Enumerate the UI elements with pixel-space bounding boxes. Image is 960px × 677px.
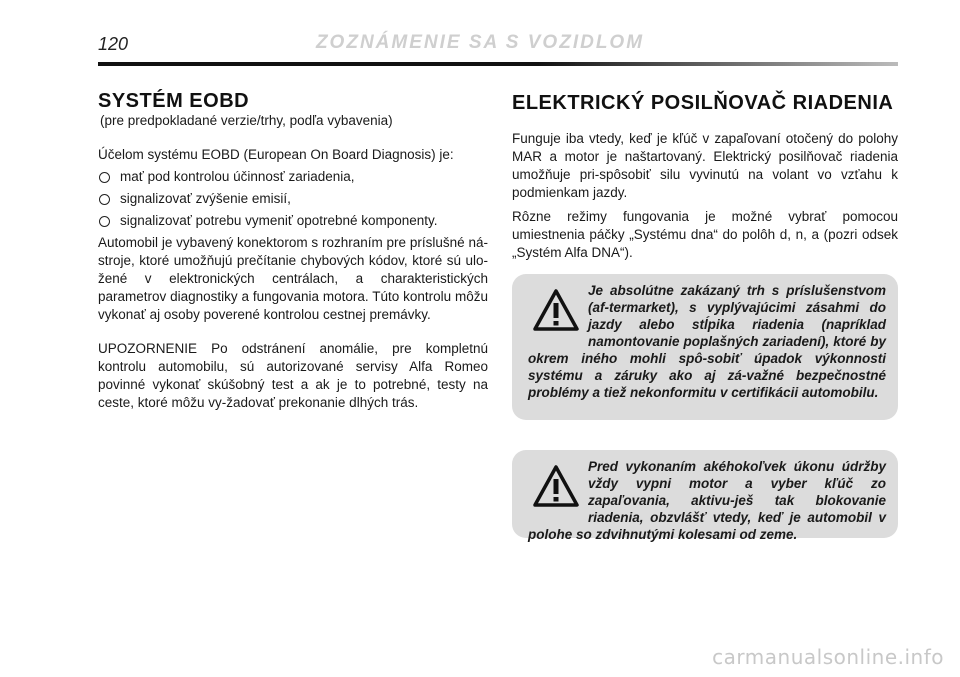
list-item xyxy=(98,212,488,230)
circle-bullet-icon xyxy=(99,172,110,183)
watermark: carmanualsonline.info xyxy=(712,645,944,669)
eobd-intro: Účelom systému EOBD (European On Board Diagnosis) je: xyxy=(98,147,454,162)
eobd-heading: SYSTÉM EOBD xyxy=(98,90,250,112)
warning-box-maintenance xyxy=(512,450,898,542)
warning-triangle-icon xyxy=(532,464,580,508)
page-header xyxy=(0,30,960,60)
warning-box-aftermarket xyxy=(512,274,898,420)
warning-text-aftermarket: Je absolútne zakázaný trh s príslušenstvom (af-termarket), s vyplývajúcimi zásahmi do jazdy alebo stĺpika riadenia (napríklad namontovanie poplašných zariadení), ktoré by okrem iného mohli spô-sobiť úpadok výkonnosti systému a záruky ako aj zá-važné bezpečnostné problémy a tiež nekonformitu v certifikácii automobilu. xyxy=(528,283,886,400)
power-steering-paragraph-2: Rôzne režimy fungovania je možné vybrať pomocou umiestnenia páčky „Systému dna“ do polôh d, n, a (pozri odsek „Systém Alfa DNA“). xyxy=(512,209,898,260)
bullet-text: signalizovať potrebu vymeniť opotrebné komponenty. xyxy=(120,213,438,228)
chapter-title: ZOZNÁMENIE SA S VOZIDLOM xyxy=(315,32,645,53)
eobd-section xyxy=(98,90,488,412)
circle-bullet-icon xyxy=(99,216,110,227)
circle-bullet-icon xyxy=(99,194,110,205)
power-steering-paragraph-1: Funguje iba vtedy, keď je kľúč v zapaľovaní otočený do polohy MAR a motor je naštartovaný. Elektrický posilňovač riadenia umožňuje pri-spôsobiť silu vyvinutú na volant vo vzťahu k podmienkam jazdy. xyxy=(512,131,898,200)
eobd-warning-paragraph: UPOZORNENIE Po odstránení anomálie, pre kompletnú kontrolu automobilu, sú autorizované servisy Alfa Romeo povinné vykonať skúšobný test a ak je to potrebné, testy na ceste, ktoré môžu vy-žadovať prekonanie dlhých trás. xyxy=(98,341,488,410)
warning-text-maintenance: Pred vykonaním akéhokoľvek úkonu údržby vždy vypni motor a vyber kľúč zo zapaľovania, aktivu-ješ tak blokovanie riadenia, obzvlášť vtedy, keď je automobil v polohe so zdvihnutými kolesami od zeme. xyxy=(528,459,886,542)
list-item xyxy=(98,190,488,208)
warning-triangle-icon xyxy=(532,288,580,332)
bullet-text: signalizovať zvýšenie emisií, xyxy=(120,191,291,206)
page-number: 120 xyxy=(98,34,129,54)
header-rule xyxy=(98,62,898,66)
eobd-connector-paragraph: Automobil je vybavený konektorom s rozhraním pre príslušné ná-stroje, ktoré umožňujú prečítanie chybových kódov, ktoré sú ulo-žené v elektronických centrálach, a charakteristických parametrov diagnostiky a fungovania motora. Túto kontrolu môžu vykonať aj osoby poverené kontrolou cestnej premávky. xyxy=(98,235,488,322)
eobd-bullet-list xyxy=(98,168,488,230)
list-item xyxy=(98,168,488,186)
bullet-text: mať pod kontrolou účinnosť zariadenia, xyxy=(120,169,355,184)
power-steering-heading: ELEKTRICKÝ POSILŇOVAČ RIADENIA xyxy=(512,92,894,114)
power-steering-section xyxy=(512,92,898,262)
eobd-subtitle: (pre predpokladané verzie/trhy, podľa vybavenia) xyxy=(100,113,393,128)
